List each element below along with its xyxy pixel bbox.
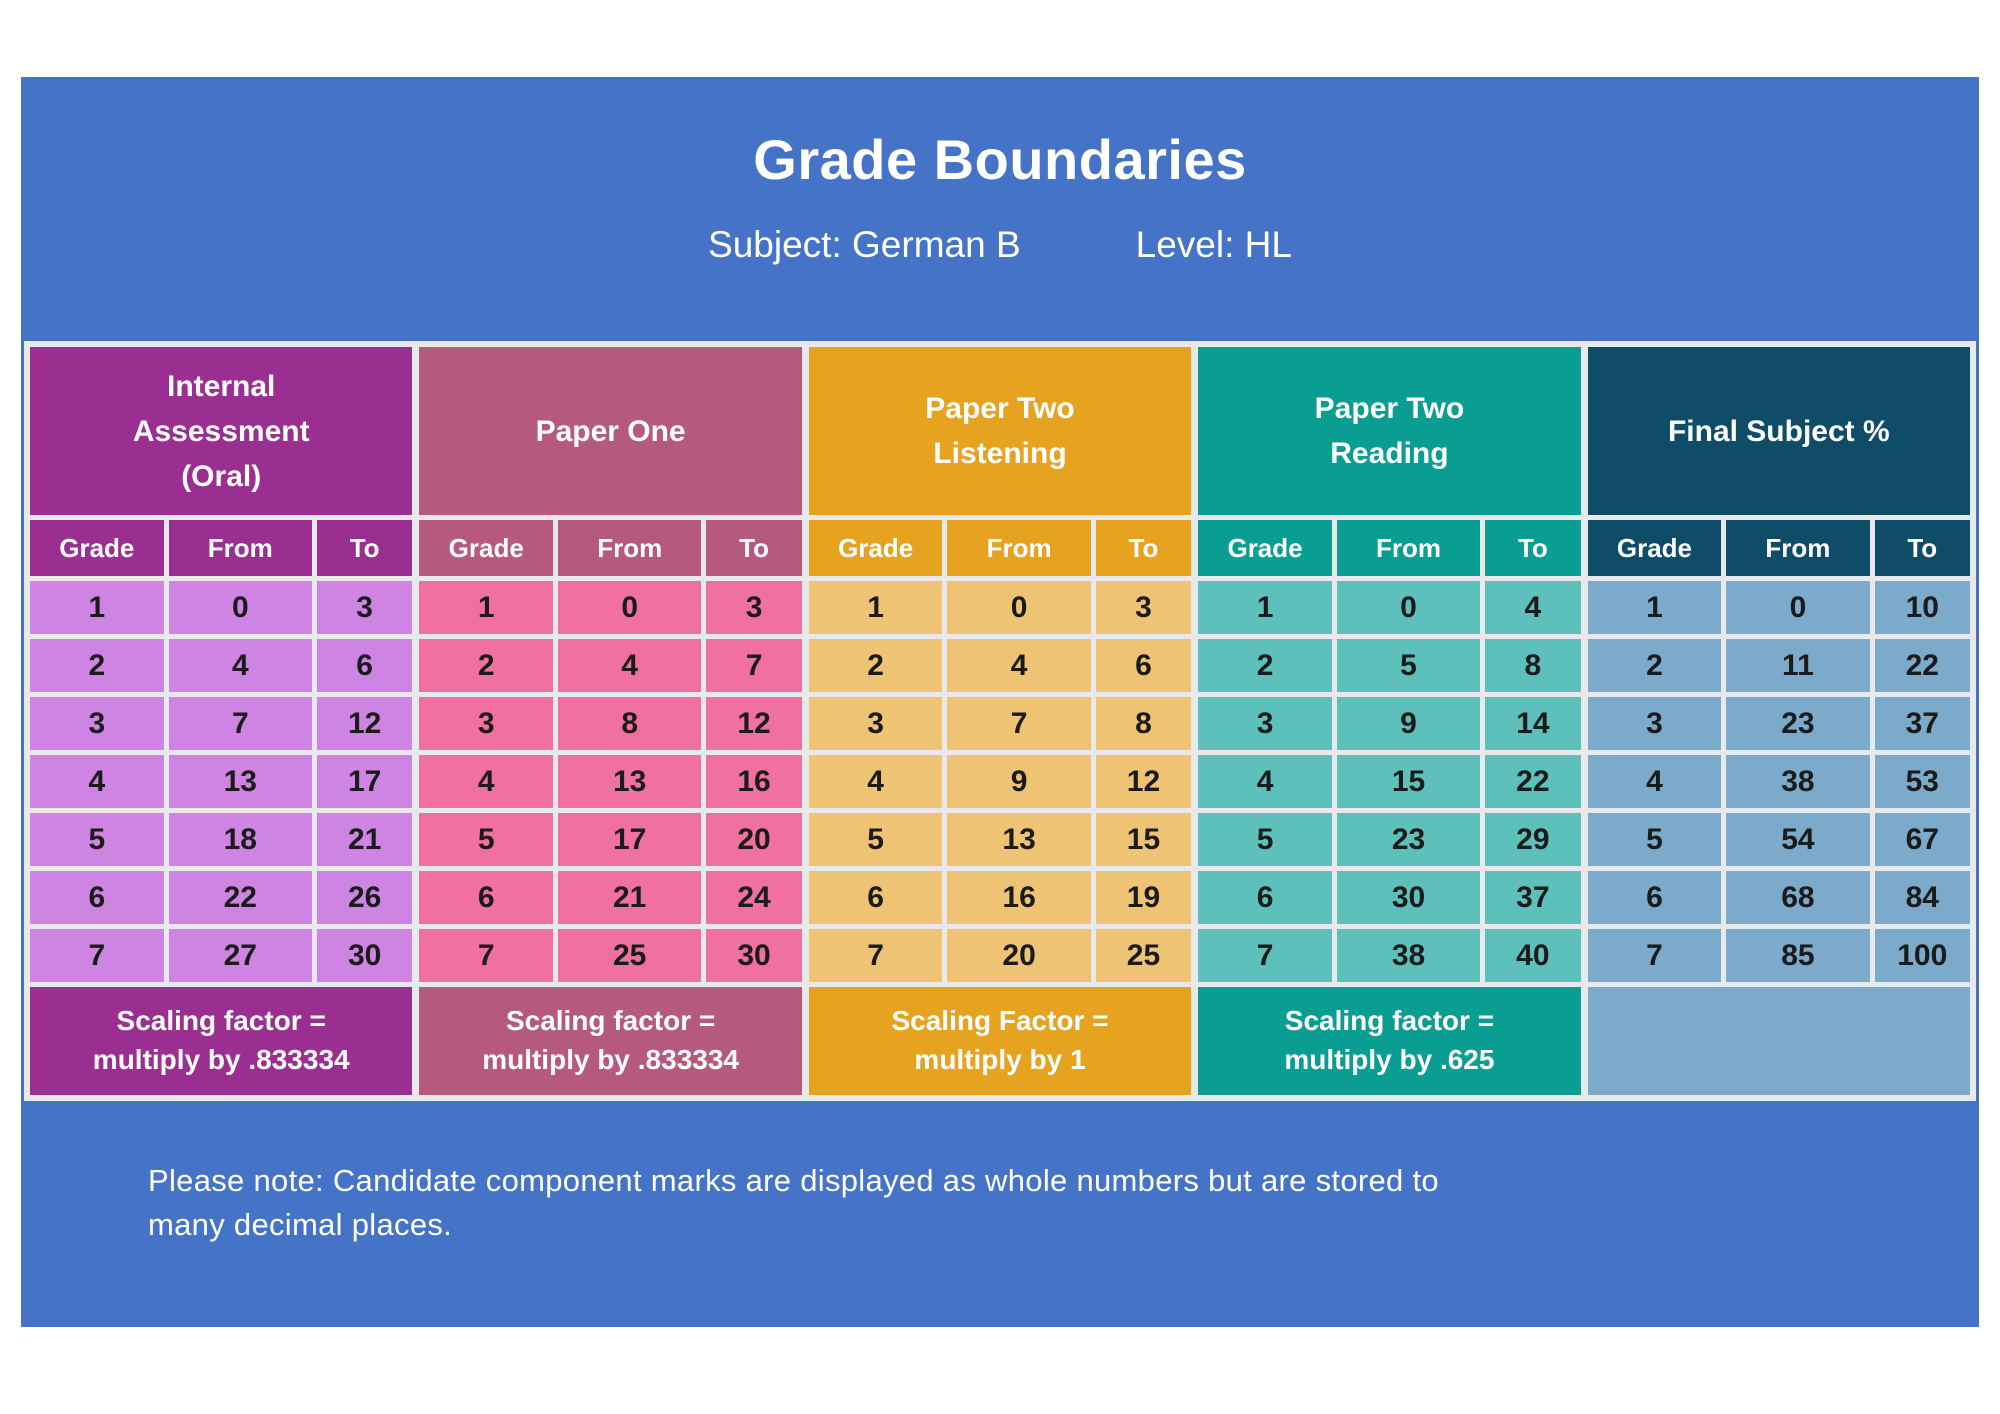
- scaling-factor-paper-two-reading: [1198, 987, 1580, 1095]
- data-cell-from: 17: [558, 813, 701, 866]
- footnote: [148, 1159, 1439, 1247]
- group-paper-one: [419, 347, 801, 1095]
- data-cell-to: 25: [1096, 929, 1191, 982]
- group-title-line: Internal: [167, 369, 276, 403]
- data-cell-to: 67: [1875, 813, 1970, 866]
- data-cell-grade: 2: [809, 639, 943, 692]
- data-cell-from: 9: [1337, 697, 1480, 750]
- scaling-factor-line: Scaling factor =: [505, 1005, 716, 1037]
- data-cell-from: 16: [947, 871, 1090, 924]
- footnote-line-1: Please note: Candidate component marks are displayed as whole numbers but are stored to: [148, 1163, 1439, 1198]
- data-cell-from: 13: [558, 755, 701, 808]
- subtitle-row: [21, 224, 1979, 266]
- data-cell-to: 3: [706, 581, 801, 634]
- data-cell-to: 30: [317, 929, 412, 982]
- group-final-subject-percent: [1588, 347, 1970, 1095]
- data-cell-from: 4: [558, 639, 701, 692]
- data-cell-to: 24: [706, 871, 801, 924]
- data-cell-from: 7: [947, 697, 1090, 750]
- data-cell-grade: 6: [30, 871, 164, 924]
- data-cell-from: 27: [169, 929, 312, 982]
- data-cell-from: 18: [169, 813, 312, 866]
- group-title-line: Paper One: [535, 414, 686, 448]
- data-cell-grade: 4: [1588, 755, 1722, 808]
- column-header-from: From: [1726, 520, 1869, 576]
- column-header-to: To: [1485, 520, 1580, 576]
- data-cell-grade: 1: [30, 581, 164, 634]
- data-cell-to: 37: [1875, 697, 1970, 750]
- data-cell-from: 23: [1337, 813, 1480, 866]
- data-cell-from: 23: [1726, 697, 1869, 750]
- data-cell-to: 12: [706, 697, 801, 750]
- data-cell-grade: 5: [419, 813, 553, 866]
- column-header-from: From: [169, 520, 312, 576]
- subject-label: Subject: German B: [708, 224, 1021, 265]
- footnote-line-2: many decimal places.: [148, 1207, 453, 1242]
- data-cell-grade: 3: [1198, 697, 1332, 750]
- data-cell-to: 84: [1875, 871, 1970, 924]
- data-cell-to: 22: [1875, 639, 1970, 692]
- group-title-paper-two-reading: [1198, 347, 1580, 515]
- data-cell-from: 15: [1337, 755, 1480, 808]
- data-cell-grade: 2: [419, 639, 553, 692]
- column-header-grade: Grade: [419, 520, 553, 576]
- data-cell-from: 38: [1726, 755, 1869, 808]
- data-cell-to: 7: [706, 639, 801, 692]
- group-paper-two-listening: [809, 347, 1191, 1095]
- data-cell-grade: 7: [30, 929, 164, 982]
- data-cell-to: 12: [317, 697, 412, 750]
- scaling-factor-paper-one: [419, 987, 801, 1095]
- data-cell-from: 9: [947, 755, 1090, 808]
- data-cell-to: 8: [1485, 639, 1580, 692]
- data-cell-from: 8: [558, 697, 701, 750]
- data-cell-from: 13: [947, 813, 1090, 866]
- scaling-factor-line: Scaling factor =: [1284, 1005, 1495, 1037]
- scaling-factor-line: multiply by .833334: [92, 1044, 350, 1075]
- data-cell-grade: 6: [809, 871, 943, 924]
- data-cell-grade: 2: [1198, 639, 1332, 692]
- data-cell-to: 14: [1485, 697, 1580, 750]
- data-cell-from: 54: [1726, 813, 1869, 866]
- data-cell-from: 0: [169, 581, 312, 634]
- data-cell-to: 22: [1485, 755, 1580, 808]
- data-cell-grade: 4: [30, 755, 164, 808]
- data-cell-to: 6: [317, 639, 412, 692]
- column-header-to: To: [1875, 520, 1970, 576]
- data-cell-grade: 4: [419, 755, 553, 808]
- data-cell-to: 20: [706, 813, 801, 866]
- data-cell-to: 12: [1096, 755, 1191, 808]
- data-cell-to: 10: [1875, 581, 1970, 634]
- scaling-factor-final-subject-percent: [1588, 987, 1970, 1095]
- level-label: Level: HL: [1135, 224, 1292, 265]
- data-cell-grade: 1: [1198, 581, 1332, 634]
- column-header-to: To: [706, 520, 801, 576]
- slide-panel: [21, 77, 1979, 1327]
- scaling-factor-line: Scaling Factor =: [891, 1005, 1109, 1037]
- group-paper-two-reading: [1198, 347, 1580, 1095]
- data-cell-grade: 5: [1198, 813, 1332, 866]
- data-cell-grade: 5: [1588, 813, 1722, 866]
- data-cell-from: 0: [558, 581, 701, 634]
- column-header-from: From: [558, 520, 701, 576]
- data-cell-grade: 7: [1198, 929, 1332, 982]
- data-cell-to: 30: [706, 929, 801, 982]
- data-cell-grade: 1: [809, 581, 943, 634]
- data-cell-from: 0: [947, 581, 1090, 634]
- data-cell-to: 19: [1096, 871, 1191, 924]
- data-cell-from: 0: [1726, 581, 1869, 634]
- data-cell-grade: 3: [419, 697, 553, 750]
- data-cell-to: 3: [1096, 581, 1191, 634]
- data-cell-grade: 1: [419, 581, 553, 634]
- data-cell-from: 0: [1337, 581, 1480, 634]
- scaling-factor-line: multiply by 1: [914, 1044, 1086, 1075]
- scaling-factor-paper-two-listening: [809, 987, 1191, 1095]
- column-header-grade: Grade: [809, 520, 943, 576]
- data-cell-grade: 4: [1198, 755, 1332, 808]
- data-cell-from: 30: [1337, 871, 1480, 924]
- data-cell-grade: 3: [30, 697, 164, 750]
- data-cell-grade: 4: [809, 755, 943, 808]
- data-cell-grade: 7: [1588, 929, 1722, 982]
- group-title-line: (Oral): [181, 459, 262, 493]
- data-cell-from: 13: [169, 755, 312, 808]
- group-title-paper-one: [419, 347, 801, 515]
- data-cell-to: 16: [706, 755, 801, 808]
- data-cell-grade: 3: [809, 697, 943, 750]
- page-title: Grade Boundaries: [753, 128, 1247, 191]
- data-cell-to: 26: [317, 871, 412, 924]
- data-cell-from: 11: [1726, 639, 1869, 692]
- data-cell-grade: 7: [419, 929, 553, 982]
- data-cell-to: 4: [1485, 581, 1580, 634]
- data-cell-grade: 5: [30, 813, 164, 866]
- data-cell-from: 4: [169, 639, 312, 692]
- data-cell-to: 15: [1096, 813, 1191, 866]
- data-cell-to: 3: [317, 581, 412, 634]
- data-cell-grade: 1: [1588, 581, 1722, 634]
- data-cell-from: 85: [1726, 929, 1869, 982]
- column-header-to: To: [317, 520, 412, 576]
- group-title-line: Final Subject %: [1667, 414, 1890, 448]
- data-cell-grade: 2: [30, 639, 164, 692]
- data-cell-to: 37: [1485, 871, 1580, 924]
- data-cell-to: 21: [317, 813, 412, 866]
- data-cell-from: 5: [1337, 639, 1480, 692]
- column-header-from: From: [947, 520, 1090, 576]
- group-title-line: Listening: [933, 437, 1067, 470]
- group-internal-assessment-oral: [30, 347, 412, 1095]
- data-cell-from: 21: [558, 871, 701, 924]
- data-cell-grade: 2: [1588, 639, 1722, 692]
- data-cell-grade: 6: [1588, 871, 1722, 924]
- group-title-paper-two-listening: [809, 347, 1191, 515]
- data-cell-from: 38: [1337, 929, 1480, 982]
- data-cell-grade: 6: [1198, 871, 1332, 924]
- scaling-factor-line: multiply by .833334: [482, 1044, 739, 1075]
- data-cell-to: 6: [1096, 639, 1191, 692]
- data-cell-to: 40: [1485, 929, 1580, 982]
- boundaries-table: [24, 341, 1976, 1101]
- data-cell-from: 4: [947, 639, 1090, 692]
- data-cell-from: 20: [947, 929, 1090, 982]
- column-header-to: To: [1096, 520, 1191, 576]
- group-title-line: Assessment: [132, 414, 310, 448]
- data-cell-grade: 7: [809, 929, 943, 982]
- group-title-internal-assessment-oral: [30, 347, 412, 515]
- group-title-line: Paper Two: [1314, 392, 1465, 425]
- group-title-line: Paper Two: [925, 392, 1075, 425]
- data-cell-to: 53: [1875, 755, 1970, 808]
- group-title-line: Reading: [1330, 437, 1449, 470]
- scaling-factor-internal-assessment-oral: [30, 987, 412, 1095]
- data-cell-grade: 6: [419, 871, 553, 924]
- data-cell-to: 100: [1875, 929, 1970, 982]
- data-cell-to: 17: [317, 755, 412, 808]
- column-header-grade: Grade: [30, 520, 164, 576]
- data-cell-grade: 5: [809, 813, 943, 866]
- scaling-factor-line: multiply by .625: [1284, 1044, 1495, 1075]
- scaling-factor-line: Scaling factor =: [116, 1005, 326, 1037]
- data-cell-grade: 3: [1588, 697, 1722, 750]
- data-cell-from: 25: [558, 929, 701, 982]
- column-header-grade: Grade: [1198, 520, 1332, 576]
- group-title-final-subject-percent: [1588, 347, 1970, 515]
- data-cell-to: 8: [1096, 697, 1191, 750]
- column-header-from: From: [1337, 520, 1480, 576]
- data-cell-to: 29: [1485, 813, 1580, 866]
- column-header-grade: Grade: [1588, 520, 1722, 576]
- data-cell-from: 22: [169, 871, 312, 924]
- data-cell-from: 68: [1726, 871, 1869, 924]
- data-cell-from: 7: [169, 697, 312, 750]
